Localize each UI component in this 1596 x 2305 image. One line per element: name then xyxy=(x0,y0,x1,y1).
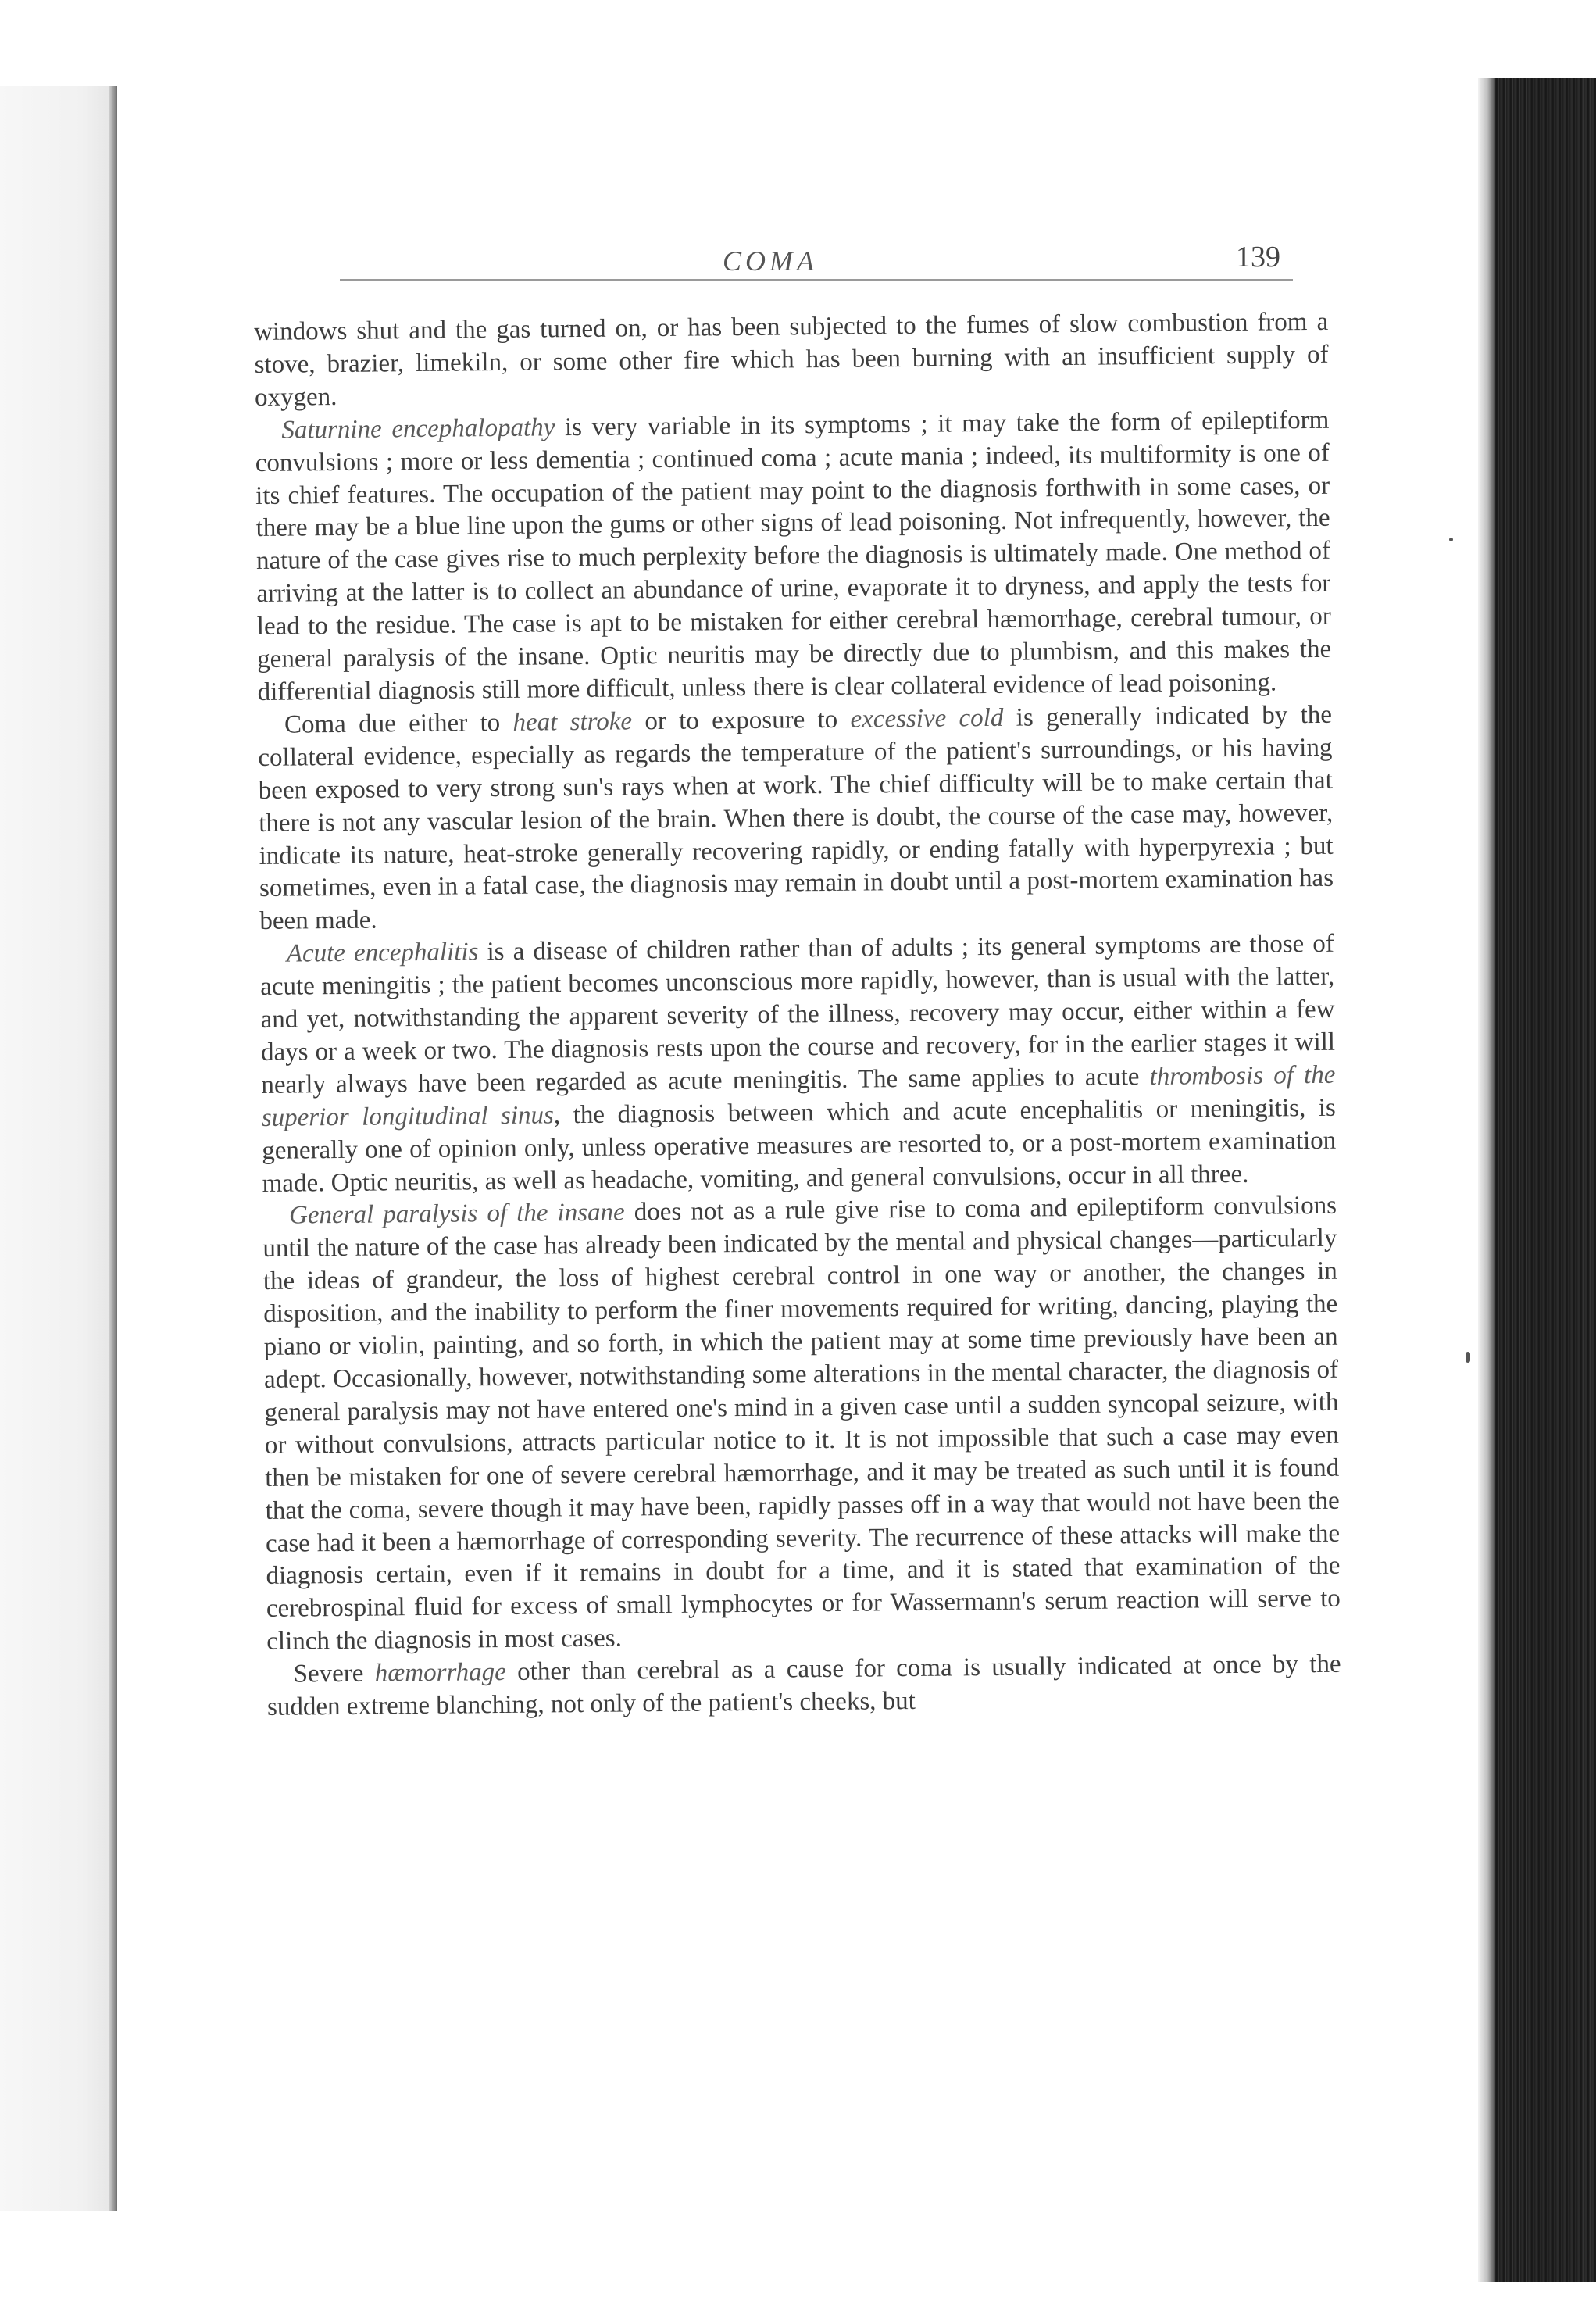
text-run: is very variable in its symptoms ; it may take the form of epileptiform convulsions ; more or less dementia ; continued coma ; acute mania ; indeed, its multiformity is one of its chief features. The occupation of the patient may point to the diagnosis forthwith in some cases, or there may be a blue line upon the gums or other signs of lead poisoning. Not infrequently, however, the nature of the case gives rise to much perplexity before the diagnosis is ultimately made. One method of arriving at the latter is to collect an abundance of urine, evaporate it to dryness, and apply the tests for lead to the residue. The case is apt to be mistaken for either cerebral hæmorrhage, cerebral tumour, or general paralysis of the insane. Optic neuritis may be directly due to plumbism, and this makes the differential diagnosis still more difficult, unless there is clear collateral evidence of lead poisoning. xyxy=(255,406,1332,706)
paragraph xyxy=(266,1649,1341,1724)
header-rule xyxy=(340,279,1293,281)
paragraph xyxy=(258,699,1334,939)
italic-term: excessive cold xyxy=(850,703,1004,734)
italic-term: Acute encephalitis xyxy=(286,938,479,968)
italic-term: Saturnine encephalopathy xyxy=(281,413,555,445)
text-run: Coma due either to xyxy=(284,708,513,739)
italic-term: hæmorrhage xyxy=(374,1658,507,1688)
text-run: or to exposure to xyxy=(631,705,851,736)
paragraph xyxy=(254,306,1329,415)
text-run: is generally indicated by the collateral evidence, especially as regards the temperature of the patient's surroundings, or his having been exposed to very strong sun's rays when at work. The chief difficulty will be to make certain that there is not any vascular lesion of the brain. When there is doubt, the course of the case may, however, indicate its nature, heat-stroke generally recovering rapidly, or ending fatally with hyperpyrexia ; but sometimes, even in a fatal case, the diagnosis may remain in doubt until a post-mortem examination has been made. xyxy=(258,700,1334,936)
page-number: 139 xyxy=(1236,241,1280,273)
italic-term: heat stroke xyxy=(512,707,633,737)
text-run: windows shut and the gas turned on, or has been subjected to the fumes of slow combustion from a stove, brazier, limekiln, or some other fire which has been burning with an insufficient supply of oxygen. xyxy=(254,307,1329,412)
dust-speck xyxy=(1449,538,1453,541)
italic-term: General paralysis of the insane xyxy=(288,1198,625,1231)
paragraph xyxy=(255,405,1332,709)
text-run: is a disease of children rather than of adults ; its general symptoms are those of acute meningitis ; the patient becomes unconscious more rapidly, however, than is usual with the latter, and yet, notwithstanding the apparent severity of the illness, recovery may occur, either within a few days or a week or two. The diagnosis rests upon the course and recovery, for in the earlier stages it will nearly always have been regarded as acute meningitis. The same applies to acute xyxy=(260,929,1336,1099)
dust-speck xyxy=(1466,1352,1470,1363)
book-page-stack xyxy=(1478,78,1596,2282)
paragraph xyxy=(260,928,1337,1200)
body-text xyxy=(254,306,1341,1724)
text-run: Severe xyxy=(293,1659,375,1689)
paragraph xyxy=(262,1190,1341,1659)
left-page-edge xyxy=(0,86,117,2211)
text-run: other than cerebral as a cause for coma is usually indicated at once by the sudden extreme blanching, not only of the patient's cheeks, but xyxy=(266,1649,1341,1721)
text-run: does not as a rule give rise to coma and epileptiform convulsions until the nature of the case has already been indicated by the mental and physical changes—particularly the ideas of grandeur, the loss of highest cerebral control in one way or another, the changes in disposition, and the inability to perform the finer movements required for writing, dancing, playing the piano or violin, painting, and so forth, in which the patient may at some time previously have been an adept. Occasionally, however, notwithstanding some alterations in the mental character, the diagnosis of general paralysis may not have entered one's mind in a given case until a sudden syncopal seizure, with or without convulsions, attracts particular notice to it. It is not impossible that such a case may even then be mistaken for one of severe cerebral hæmorrhage, and it may be treated as such until it is found that the coma, severe though it may have been, rapidly passes off in a way that would not have been the case had it been a hæmorrhage of corresponding severity. The recurrence of these attacks will make the diagnosis certain, even if it remains in doubt for a time, and it is stated that examination of the cerebrospinal fluid for excess of small lymphocytes or for Wassermann's serum reaction will serve to clinch the diagnosis in most cases. xyxy=(262,1192,1341,1656)
text-run: , the diagnosis between which and acute encephalitis or meningitis, is generally one of opinion only, unless operative measures are resorted to, or a post-mortem examination made. Optic neuritis, as well as headache, vomiting, and general convulsions, occur in all three. xyxy=(262,1093,1337,1198)
running-head: COMA xyxy=(723,245,818,277)
italic-term: thrombosis of the superior longitudinal sinus xyxy=(261,1060,1336,1132)
